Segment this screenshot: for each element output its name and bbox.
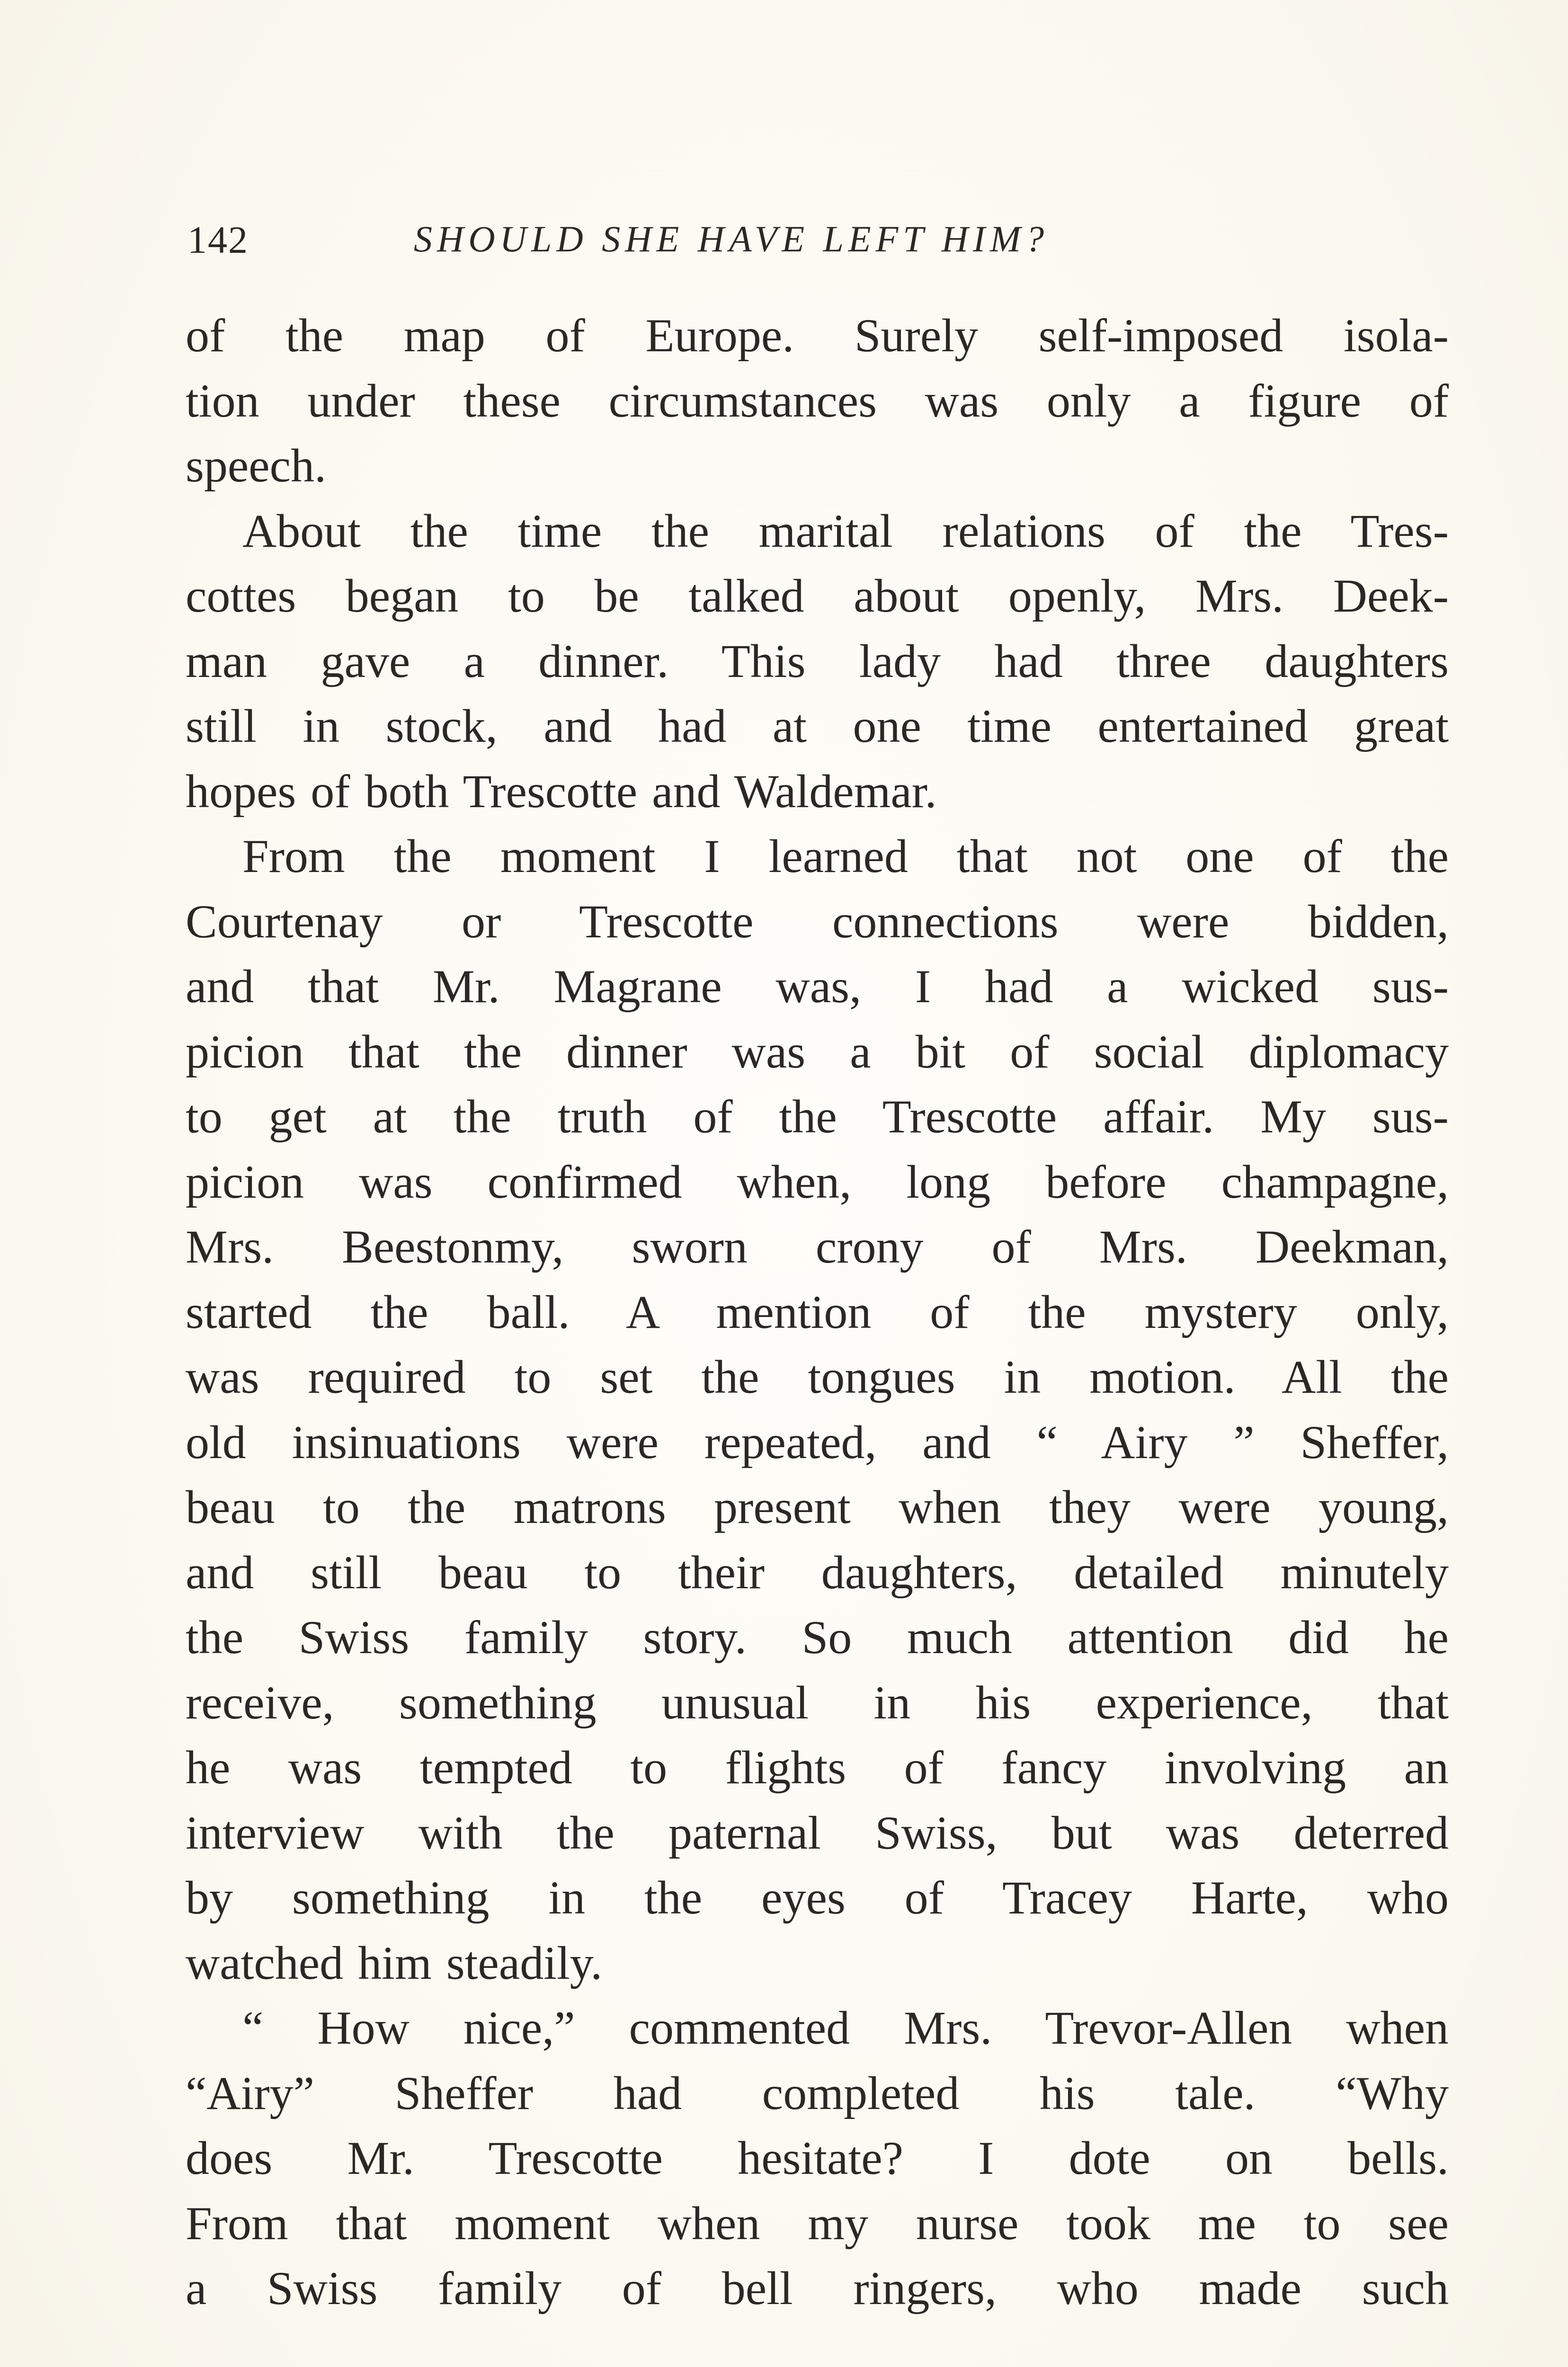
text-line: a Swiss family of bell ringers, who made such: [186, 2262, 1449, 2314]
text-line: picion was confirmed when, long before champagne,: [186, 1155, 1449, 1208]
text-line: started the ball. A mention of the mystery only,: [186, 1285, 1449, 1338]
text-line: speech.: [186, 439, 327, 492]
text-line: to get at the truth of the Trescotte affair. My sus-: [186, 1090, 1449, 1143]
text-line: old insinuations were repeated, and “ Airy ” Sheffer,: [186, 1415, 1449, 1468]
text-line: and that Mr. Magrane was, I had a wicked sus-: [186, 960, 1449, 1013]
text-line: receive, something unusual in his experience, that: [186, 1676, 1449, 1729]
text-line: was required to set the tongues in motion. All the: [186, 1351, 1449, 1403]
text-line: tion under these circumstances was only a figure of: [186, 374, 1449, 427]
page-header: [187, 208, 1447, 265]
text-line: the Swiss family story. So much attention did he: [186, 1611, 1449, 1664]
running-head: SHOULD SHE HAVE LEFT HIM?: [414, 218, 1049, 259]
text-line: does Mr. Trescotte hesitate? I dote on bells.: [186, 2132, 1449, 2184]
text-line: he was tempted to flights of fancy involving an: [186, 1741, 1449, 1794]
page-number: 142: [187, 218, 249, 261]
body-text: [186, 303, 1449, 2321]
text-line: picion that the dinner was a bit of social diplomacy: [186, 1025, 1449, 1078]
text-line: Courtenay or Trescotte connections were bidden,: [186, 895, 1449, 948]
text-line: and still beau to their daughters, detailed minutely: [186, 1546, 1449, 1599]
text-line: From the moment I learned that not one of the: [242, 830, 1449, 882]
text-line: hopes of both Trescotte and Waldemar.: [186, 765, 937, 818]
text-line: Mrs. Beestonmy, sworn crony of Mrs. Deekman,: [186, 1220, 1449, 1273]
text-line: “ How nice,” commented Mrs. Trevor-Allen when: [242, 2002, 1449, 2054]
text-line: watched him steadily.: [186, 1936, 603, 1989]
text-line: beau to the matrons present when they were young,: [186, 1481, 1449, 1533]
text-line: still in stock, and had at one time entertained great: [186, 700, 1449, 752]
text-line: About the time the marital relations of the Tres-: [242, 504, 1449, 557]
text-line: man gave a dinner. This lady had three daughters: [186, 634, 1449, 687]
text-line: by something in the eyes of Tracey Harte, who: [186, 1871, 1449, 1924]
text-line: “Airy” Sheffer had completed his tale. “Why: [186, 2066, 1449, 2119]
text-line: cottes began to be talked about openly, Mrs. Deek-: [186, 570, 1449, 622]
text-line: interview with the paternal Swiss, but was deterred: [186, 1806, 1449, 1859]
text-line: of the map of Europe. Surely self-imposed isola-: [186, 309, 1449, 362]
text-line: From that moment when my nurse took me to see: [186, 2197, 1449, 2250]
